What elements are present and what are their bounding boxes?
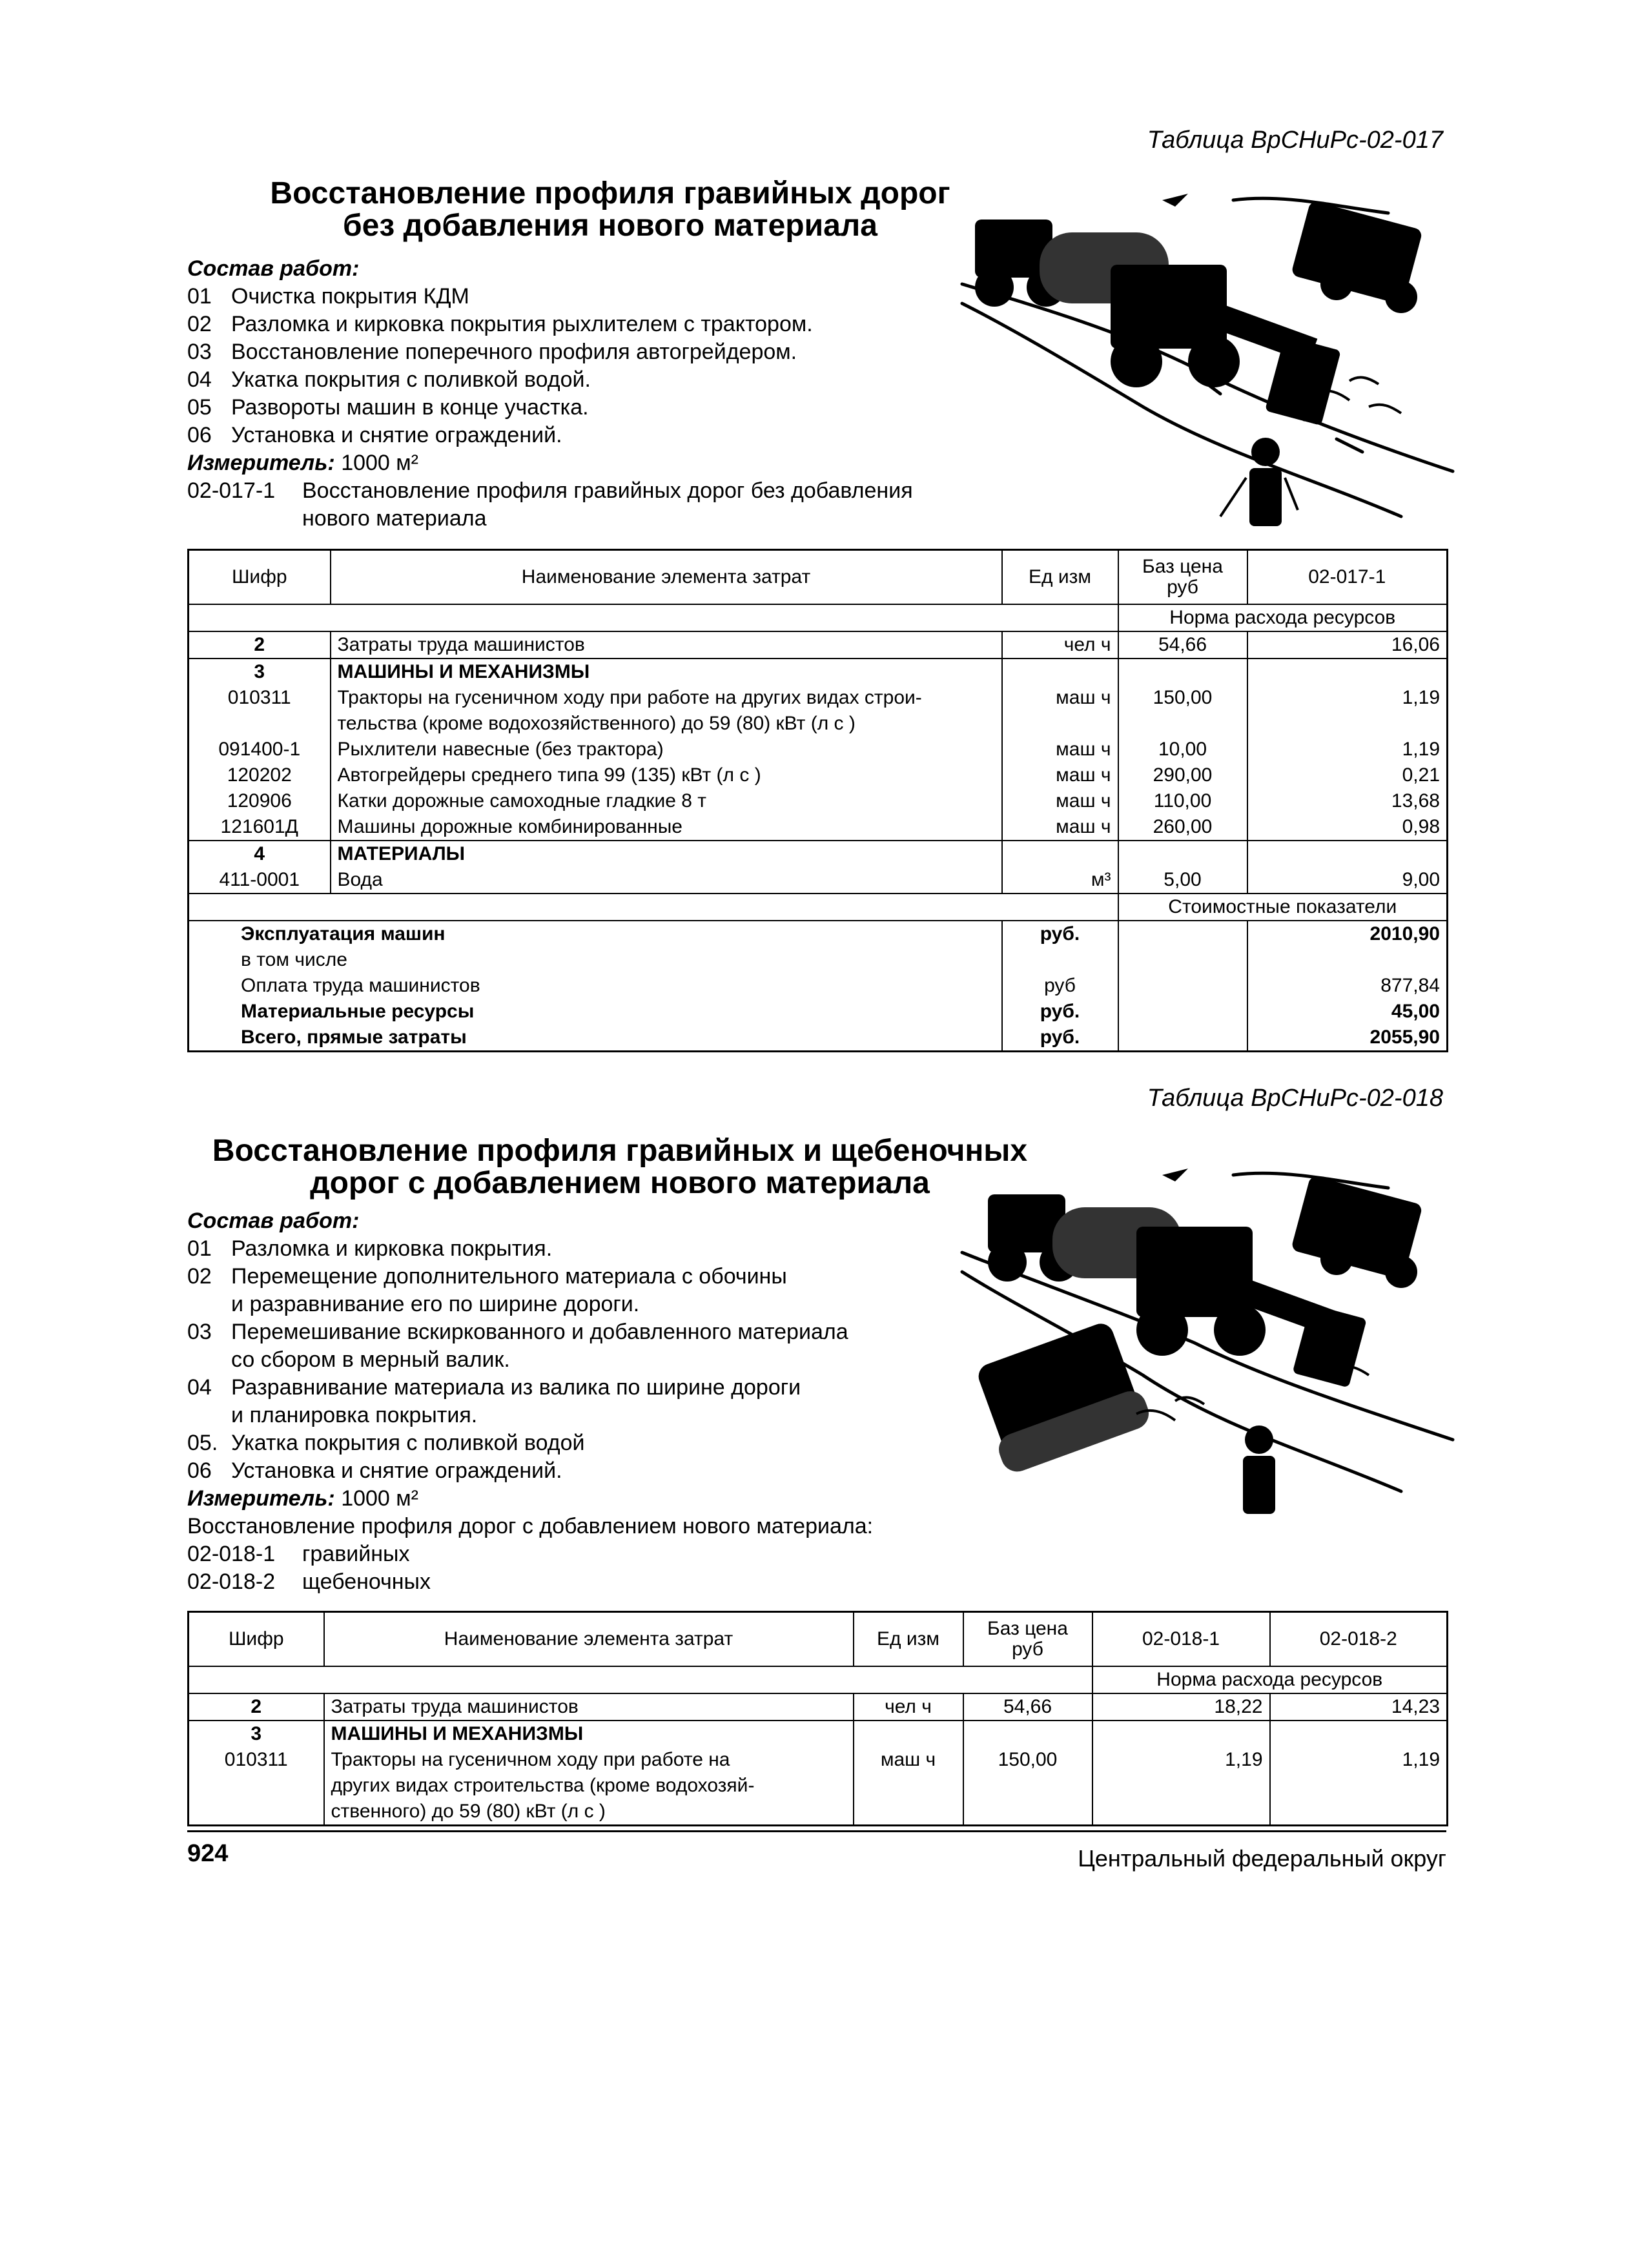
work-composition xyxy=(187,255,1027,533)
column-header: Наименование элемента затрат xyxy=(324,1612,854,1667)
cost-label: Стоимостные показатели xyxy=(1118,894,1448,921)
title-line: Восстановление профиля гравийных и щебеночных xyxy=(212,1134,1028,1168)
table-header-row xyxy=(189,1612,1448,1667)
table-row: 2 Затраты труда машинистов чел ч 54,66 18,22 14,23 xyxy=(189,1693,1448,1721)
table-header-row xyxy=(189,550,1448,605)
table-row: 010311 Тракторы на гусеничном ходу при работе на других видах строи- маш ч 150,00 1,19 xyxy=(189,685,1448,711)
column-header: Ед изм xyxy=(854,1612,963,1667)
table-row: других видах строительства (кроме водохозяй- xyxy=(189,1773,1448,1799)
meter: Измеритель: 1000 м² xyxy=(187,451,418,475)
table-row: ственного) до 59 (80) кВт (л с ) xyxy=(189,1799,1448,1826)
table-number: Таблица ВрСНиРс-02-018 xyxy=(1147,1085,1443,1112)
cost-table xyxy=(187,549,1448,1052)
list-item-cont: и планировка покрытия. xyxy=(231,1403,478,1427)
road-machinery-illustration xyxy=(949,174,1466,536)
list-item: 06 Установка и снятие ограждений. xyxy=(187,423,562,447)
road-machinery-illustration xyxy=(949,1156,1466,1530)
list-item: 02 Разломка и кирковка покрытия рыхлителем с трактором. xyxy=(187,312,813,336)
code-description: 02-017-1 Восстановление профиля гравийных дорог без добавления xyxy=(187,478,913,503)
list-item: 01 Очистка покрытия КДМ xyxy=(187,284,469,309)
table-row: 121601Д Машины дорожные комбинированные маш ч 260,00 0,98 xyxy=(189,814,1448,841)
section-title xyxy=(245,178,975,242)
table-row: 010311 Тракторы на гусеничном ходу при работе на маш ч 150,00 1,19 1,19 xyxy=(189,1747,1448,1773)
table-row: 120906 Катки дорожные самоходные гладкие 8 т маш ч 110,00 13,68 xyxy=(189,788,1448,814)
table-row: 091400-1 Рыхлители навесные (без трактора) маш ч 10,00 1,19 xyxy=(189,737,1448,762)
column-header: Шифр xyxy=(189,550,331,605)
list-item: 05. Укатка покрытия с поливкой водой xyxy=(187,1431,585,1455)
cost-row: Материальные ресурсы руб. 45,00 xyxy=(189,999,1448,1025)
composition-label: Состав работ: xyxy=(187,1209,360,1233)
table-row: 120202 Автогрейдеры среднего типа 99 (135) кВт (л с ) маш ч 290,00 0,21 xyxy=(189,762,1448,788)
cost-row: Оплата труда машинистов руб 877,84 xyxy=(189,973,1448,999)
title-line: дорог с добавлением нового материала xyxy=(310,1166,930,1200)
cost-row: в том числе xyxy=(189,947,1448,973)
list-item: 04 Разравнивание материала из валика по ширине дороги xyxy=(187,1375,801,1400)
footer-divider xyxy=(187,1830,1446,1832)
column-header: Баз цена руб xyxy=(963,1612,1092,1667)
list-item: 01 Разломка и кирковка покрытия. xyxy=(187,1236,553,1261)
code-description: 02-018-2 щебеночных xyxy=(187,1569,431,1594)
list-item: 03 Перемешивание вскиркованного и добавленного материала xyxy=(187,1320,848,1344)
column-header: Ед изм xyxy=(1002,550,1118,605)
work-composition xyxy=(187,1207,1027,1596)
list-item: 04 Укатка покрытия с поливкой водой. xyxy=(187,367,591,392)
norm-label: Норма расхода ресурсов xyxy=(1118,604,1448,631)
norm-row xyxy=(189,604,1448,631)
table-row: 4 МАТЕРИАЛЫ xyxy=(189,841,1448,867)
norm-label: Норма расхода ресурсов xyxy=(1092,1666,1448,1693)
title-line: без добавления нового материала xyxy=(343,209,877,243)
column-header: 02-017-1 xyxy=(1247,550,1448,605)
cost-table xyxy=(187,1611,1448,1826)
section-title xyxy=(194,1135,1046,1200)
code-description-cont: нового материала xyxy=(302,506,487,531)
cost-row: Всего, прямые затраты руб. 2055,90 xyxy=(189,1025,1448,1052)
list-item-cont: и разравнивание его по ширине дороги. xyxy=(231,1292,640,1316)
intro-text: Восстановление профиля дорог с добавлением нового материала: xyxy=(187,1514,874,1538)
table-row: 3 МАШИНЫ И МЕХАНИЗМЫ xyxy=(189,1721,1448,1747)
list-item: 06 Установка и снятие ограждений. xyxy=(187,1458,562,1483)
list-item-cont: со сбором в мерный валик. xyxy=(231,1347,510,1372)
table-row: тельства (кроме водохозяйственного) до 59 (80) кВт (л с ) xyxy=(189,711,1448,737)
list-item: 03 Восстановление поперечного профиля автогрейдером. xyxy=(187,340,797,364)
table-row: 3 МАШИНЫ И МЕХАНИЗМЫ xyxy=(189,659,1448,685)
code-description: 02-018-1 гравийных xyxy=(187,1542,410,1566)
cost-indicators-row xyxy=(189,894,1448,921)
column-header: Баз цена руб xyxy=(1118,550,1247,605)
list-item: 05 Развороты машин в конце участка. xyxy=(187,395,589,420)
column-header: 02-018-1 xyxy=(1092,1612,1270,1667)
title-line: Восстановление профиля гравийных дорог xyxy=(270,176,950,210)
column-header: Шифр xyxy=(189,1612,324,1667)
meter: Измеритель: 1000 м² xyxy=(187,1486,418,1511)
page-number: 924 xyxy=(187,1840,229,1867)
table-row: 2 Затраты труда машинистов чел ч 54,66 16,06 xyxy=(189,631,1448,659)
list-item: 02 Перемещение дополнительного материала с обочины xyxy=(187,1264,787,1289)
cost-row: Эксплуатация машин руб. 2010,90 xyxy=(189,921,1448,947)
composition-label: Состав работ: xyxy=(187,256,360,281)
table-row: 411-0001 Вода м³ 5,00 9,00 xyxy=(189,867,1448,894)
norm-row xyxy=(189,1666,1448,1693)
footer-region: Центральный федеральный округ xyxy=(1078,1845,1446,1872)
column-header: Наименование элемента затрат xyxy=(331,550,1002,605)
column-header: 02-018-2 xyxy=(1270,1612,1448,1667)
table-number: Таблица ВрСНиРс-02-017 xyxy=(1147,127,1443,154)
